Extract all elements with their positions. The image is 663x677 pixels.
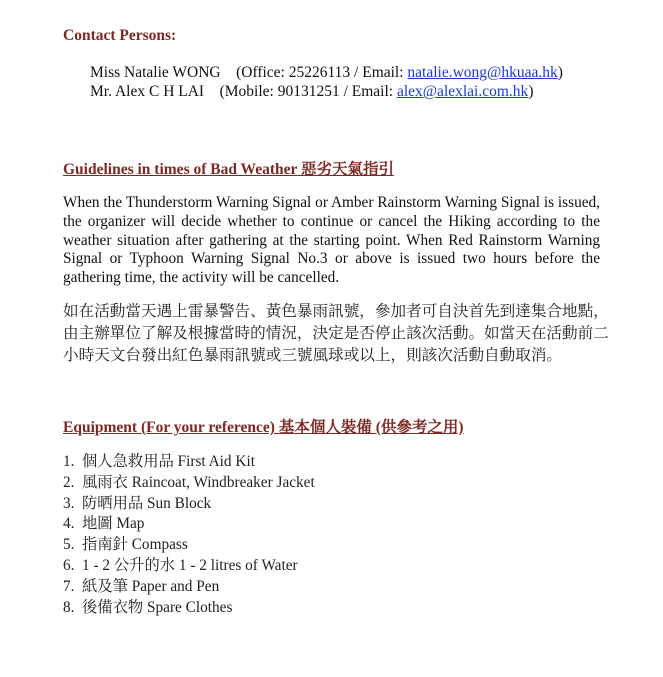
contact-close: ) xyxy=(528,83,534,100)
bad-weather-chinese-paragraph: 如在活動當天遇上雷暴警告、黃色暴雨訊號，參加者可自決首先到達集合地點，由主辦單位了解及根據當時的情況，決定是否停止該次活動。如當天在活動前二小時天文台發出紅色暴雨訊號或三號風球或以上，則該次活動自動取消。 xyxy=(63,302,609,364)
equipment-list xyxy=(63,452,315,618)
list-item: 1. 個人急救用品 First Aid Kit xyxy=(63,453,255,470)
list-item: 8. 後備衣物 Spare Clothes xyxy=(63,598,233,616)
list-item: 6. 1 - 2 公升的水 1 - 2 litres of Water xyxy=(63,556,298,574)
contact-name: Miss Natalie WONG xyxy=(90,64,221,81)
contact-close: ) xyxy=(557,64,563,81)
bad-weather-english-paragraph: When the Thunderstorm Warning Signal or Amber Rainstorm Warning Signal is issued, the organizer will decide whether to continue or cancel the Hiking according to the weather situation after gathering at the starting point. When Red Rainstorm Warning Signal or Typhoon Warning Signal No.3 or above is issued two hours before the gathering time, the activity will be cancelled. xyxy=(63,194,600,287)
contact-name: Mr. Alex C H LAI xyxy=(90,83,205,100)
list-item: 7. 紙及筆 Paper and Pen xyxy=(63,577,220,595)
list-item: 3. 防晒用品 Sun Block xyxy=(63,494,212,512)
list-item: 2. 風雨衣 Raincoat, Windbreaker Jacket xyxy=(63,473,315,491)
contact-persons-heading: Contact Persons: xyxy=(63,27,177,44)
bad-weather-heading: Guidelines in times of Bad Weather 惡劣天氣指引 xyxy=(63,161,394,178)
email-link[interactable]: natalie.wong@hkuaa.hk xyxy=(407,64,558,81)
contact-person-2 xyxy=(90,83,533,101)
contact-detail: (Office: 25226113 / Email: xyxy=(236,64,408,81)
list-item: 4. 地圖 Map xyxy=(63,515,145,533)
list-item: 5. 指南針 Compass xyxy=(63,536,188,554)
contact-detail: (Mobile: 90131251 / Email: xyxy=(219,83,397,100)
equipment-heading: Equipment (For your reference) 基本個人裝備 (供參考之用) xyxy=(63,419,464,436)
contact-person-1 xyxy=(90,64,563,82)
email-link[interactable]: alex@alexlai.com.hk xyxy=(396,83,529,100)
